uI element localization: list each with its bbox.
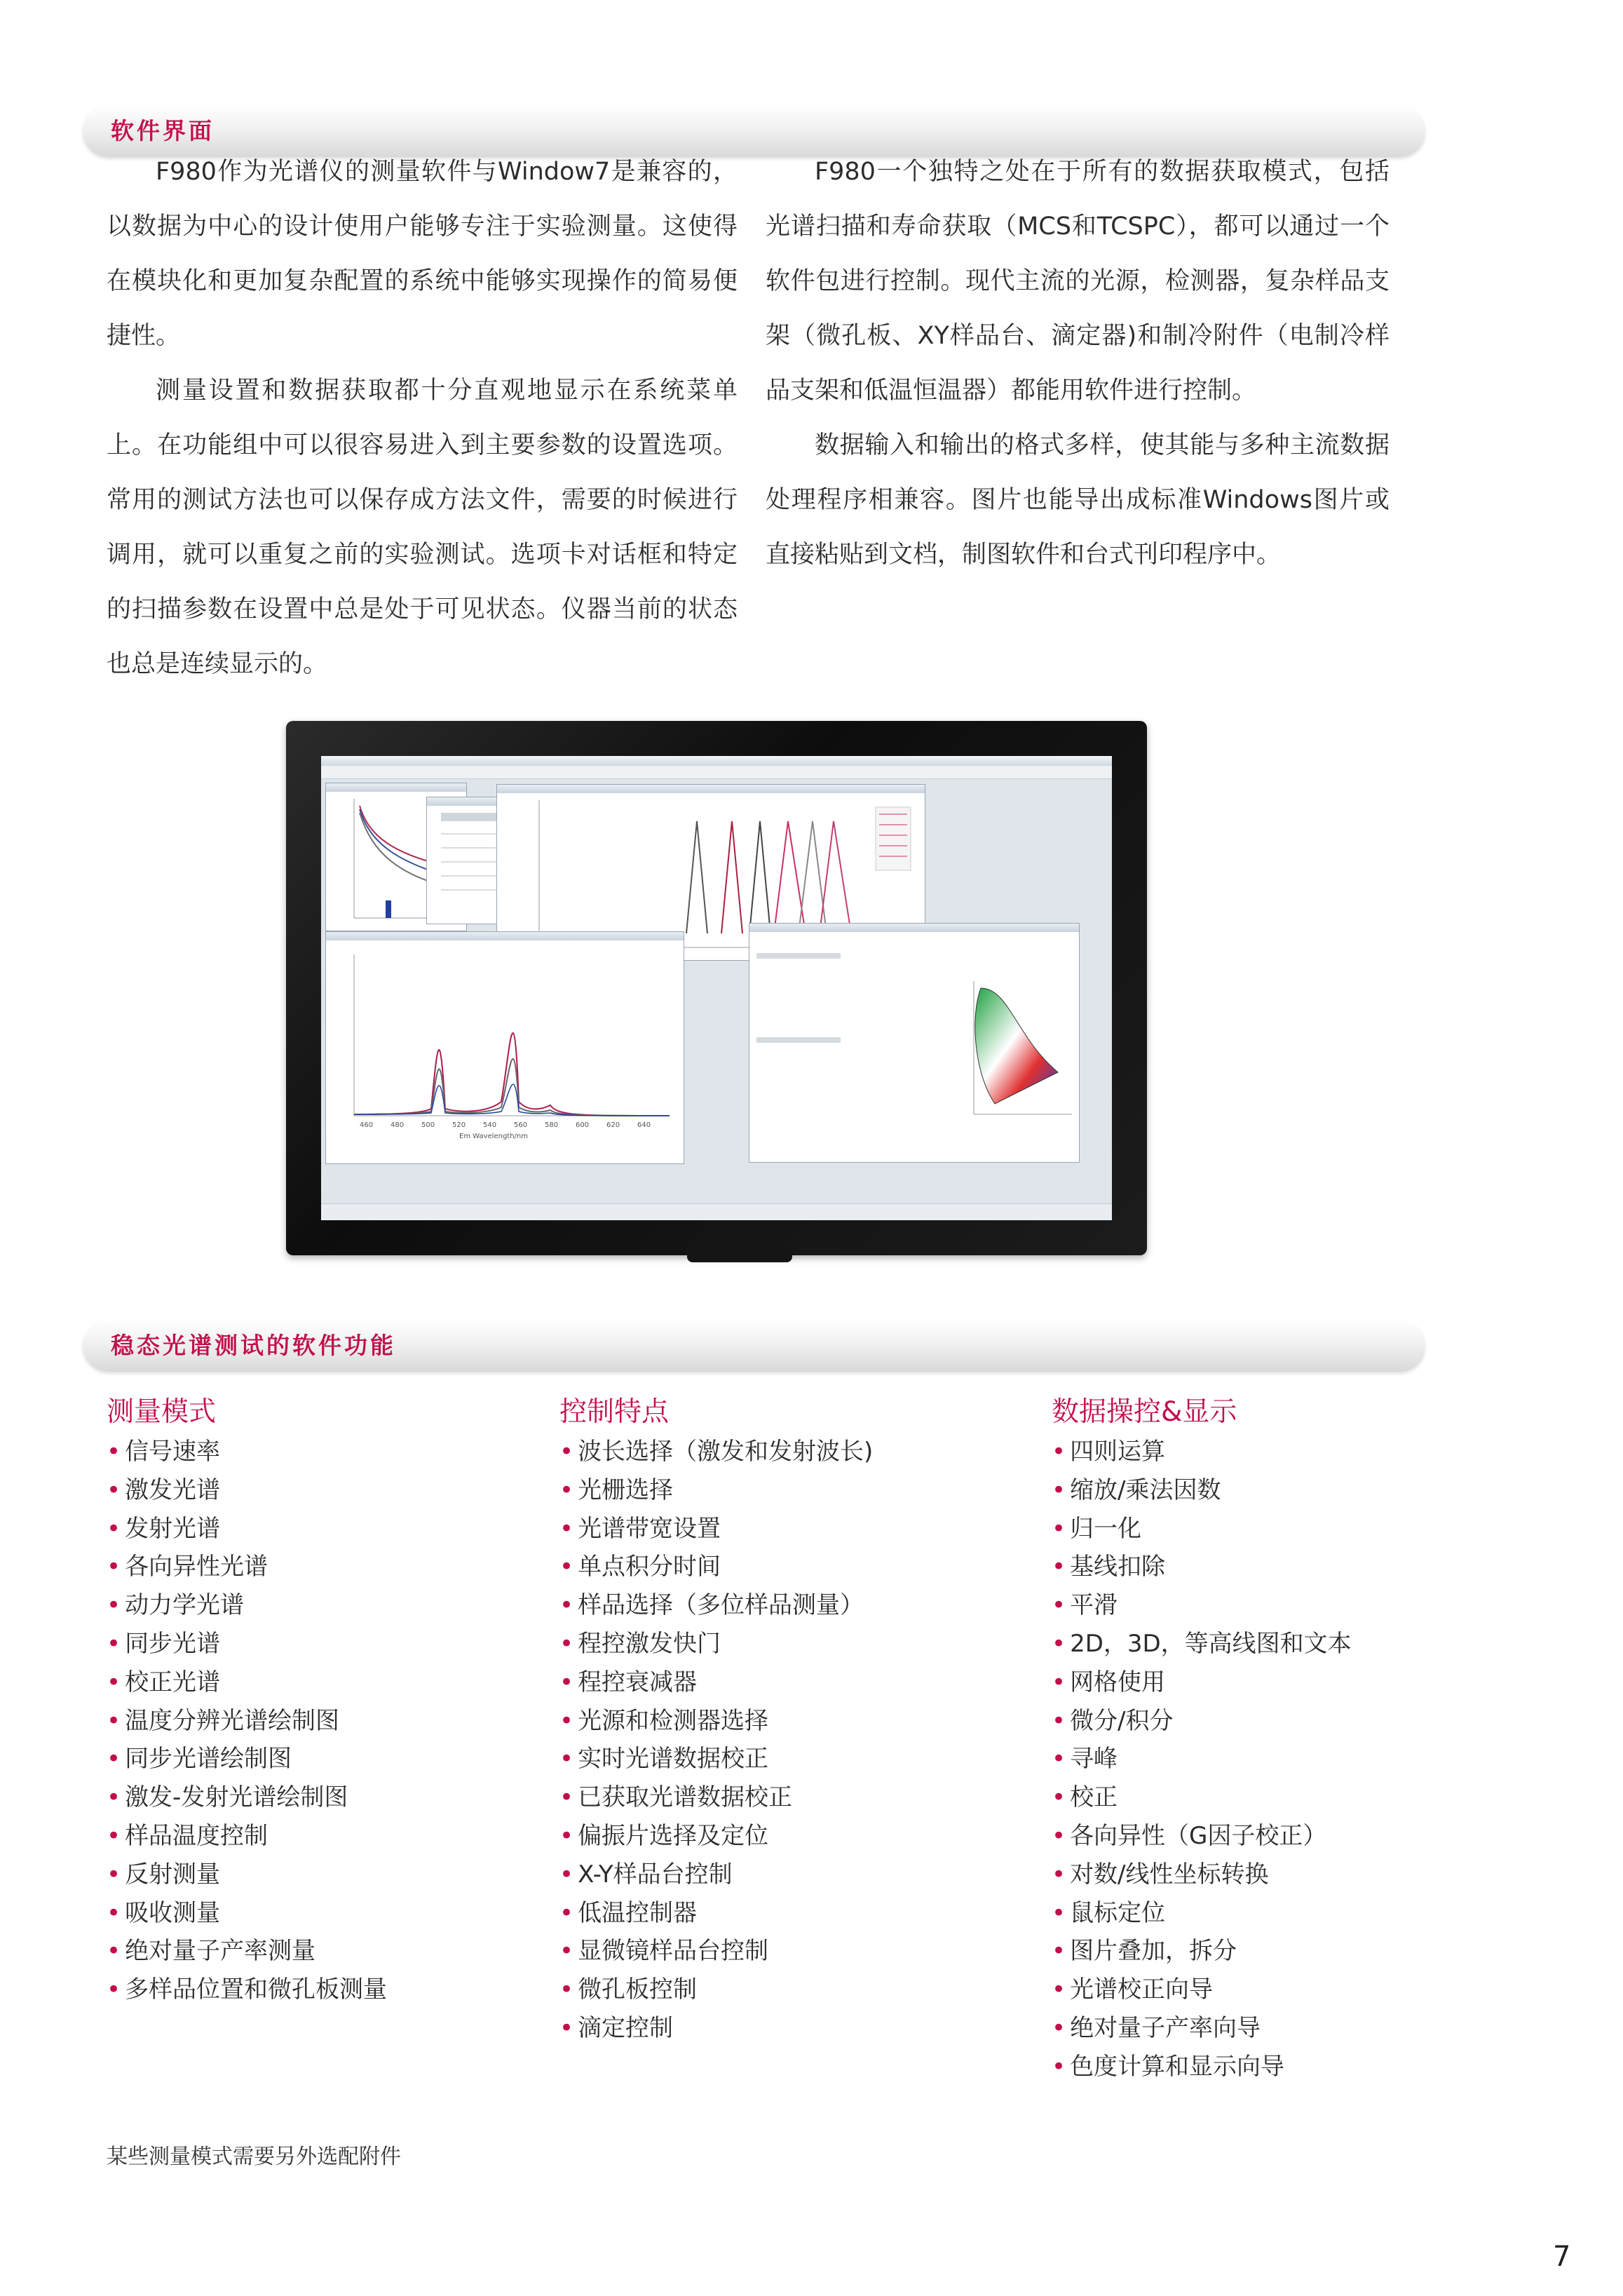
bullet-icon: • bbox=[1052, 1898, 1066, 1927]
feature-label: 低温控制器 bbox=[578, 1898, 698, 1927]
list-item bbox=[1052, 1663, 1352, 1702]
list-item bbox=[559, 2009, 873, 2048]
feature-label: 绝对量子产率测量 bbox=[125, 1937, 316, 1966]
list-item bbox=[107, 1471, 387, 1510]
feature-label: 绝对量子产率向导 bbox=[1070, 2013, 1261, 2042]
bullet-icon: • bbox=[1052, 1745, 1066, 1774]
list-item bbox=[559, 1894, 873, 1933]
list-item bbox=[1052, 1932, 1352, 1971]
list-item bbox=[107, 1548, 387, 1586]
feature-label: 反射测量 bbox=[125, 1860, 221, 1889]
app-status-bar bbox=[321, 1203, 1112, 1220]
feature-label: 平滑 bbox=[1070, 1591, 1118, 1620]
chart-tick-label: 580 bbox=[545, 1121, 559, 1129]
bullet-icon: • bbox=[1052, 1706, 1066, 1735]
bullet-icon: • bbox=[107, 1937, 121, 1966]
feature-label: 显微镜样品台控制 bbox=[578, 1937, 769, 1966]
feature-label: 各向异性光谱 bbox=[125, 1553, 269, 1581]
bullet-icon: • bbox=[107, 1668, 121, 1696]
list-item bbox=[107, 1625, 387, 1663]
list-item bbox=[107, 1894, 387, 1933]
bullet-icon: • bbox=[1052, 1591, 1066, 1620]
feature-label: 激发-发射光谱绘制图 bbox=[125, 1783, 348, 1812]
bullet-icon: • bbox=[559, 1783, 574, 1812]
feature-label: 动力学光谱 bbox=[125, 1591, 245, 1620]
list-item bbox=[1052, 1778, 1352, 1817]
feature-label: 对数/线性坐标转换 bbox=[1070, 1860, 1269, 1889]
feature-label: 光源和检测器选择 bbox=[578, 1706, 769, 1735]
bullet-icon: • bbox=[559, 1591, 574, 1620]
bullet-icon: • bbox=[559, 1475, 574, 1504]
list-item bbox=[559, 1586, 873, 1625]
list-item bbox=[107, 1740, 387, 1778]
app-toolbar bbox=[321, 766, 1112, 779]
feature-label: 归一化 bbox=[1070, 1514, 1142, 1543]
bullet-icon: • bbox=[1052, 1783, 1066, 1812]
bullet-icon: • bbox=[107, 1821, 121, 1850]
feature-label: 微分/积分 bbox=[1070, 1706, 1174, 1735]
list-item bbox=[107, 1663, 387, 1702]
list-item bbox=[1052, 1433, 1352, 1471]
chart-tick-label: 640 bbox=[637, 1121, 651, 1129]
intro-right-column bbox=[766, 144, 1390, 582]
bullet-icon: • bbox=[559, 1745, 574, 1774]
list-item bbox=[559, 1971, 873, 2009]
bullet-icon: • bbox=[1052, 1668, 1066, 1696]
list-item bbox=[559, 1471, 873, 1510]
feature-label: 色度计算和显示向导 bbox=[1070, 2052, 1285, 2081]
bullet-icon: • bbox=[559, 1898, 574, 1927]
list-item bbox=[1052, 1586, 1352, 1625]
page-number: 7 bbox=[1553, 2241, 1571, 2273]
feature-label: 多样品位置和微孔板测量 bbox=[125, 1976, 388, 2004]
bullet-icon: • bbox=[107, 1706, 121, 1735]
bullet-icon: • bbox=[1052, 1821, 1066, 1850]
bullet-icon: • bbox=[1052, 1629, 1066, 1658]
paragraph: F980作为光谱仪的测量软件与Window7是兼容的，以数据为中心的设计使用户能够专注于实验测量。这使得在模块化和更加复杂配置的系统中能够实现操作的简易便捷性。 bbox=[107, 158, 738, 350]
bullet-icon: • bbox=[107, 1553, 121, 1581]
bullet-icon: • bbox=[107, 1514, 121, 1543]
chart-tick-label: 500 bbox=[421, 1121, 435, 1129]
list-item bbox=[107, 1971, 387, 2009]
feature-label: 程控衰减器 bbox=[578, 1668, 698, 1696]
bullet-icon: • bbox=[559, 1438, 574, 1466]
bullet-icon: • bbox=[1052, 1553, 1066, 1581]
bullet-icon: • bbox=[1052, 1514, 1066, 1543]
feature-label: 光谱校正向导 bbox=[1070, 1976, 1214, 2004]
list-item bbox=[559, 1778, 873, 1817]
list-item bbox=[107, 1778, 387, 1817]
list-item bbox=[1052, 1740, 1352, 1778]
list-item bbox=[107, 1586, 387, 1625]
bullet-icon: • bbox=[559, 1821, 574, 1850]
chart-tick-label: 460 bbox=[360, 1121, 374, 1129]
feature-column-control-features bbox=[559, 1392, 873, 2048]
bullet-icon: • bbox=[559, 1706, 574, 1735]
feature-list bbox=[1052, 1433, 1352, 2086]
bullet-icon: • bbox=[107, 1438, 121, 1466]
list-item bbox=[559, 1663, 873, 1702]
chart-tick-label: 600 bbox=[576, 1121, 590, 1129]
list-item bbox=[559, 1510, 873, 1548]
emission-spectrum-window bbox=[325, 931, 684, 1164]
feature-label: 样品选择（多位样品测量） bbox=[578, 1591, 864, 1620]
feature-label: 校正 bbox=[1070, 1783, 1118, 1812]
bullet-icon: • bbox=[559, 1668, 574, 1696]
feature-label: 图片叠加，拆分 bbox=[1070, 1937, 1237, 1966]
feature-label: 鼠标定位 bbox=[1070, 1898, 1166, 1927]
bullet-icon: • bbox=[107, 1860, 121, 1889]
feature-label: 滴定控制 bbox=[578, 2013, 674, 2042]
footnote: 某些测量模式需要另外选配附件 bbox=[107, 2145, 401, 2169]
feature-column-heading: 控制特点 bbox=[559, 1396, 670, 1428]
feature-label: 发射光谱 bbox=[125, 1514, 221, 1543]
bullet-icon: • bbox=[1052, 1937, 1066, 1966]
chromaticity-window bbox=[749, 923, 1080, 1163]
list-item bbox=[559, 1932, 873, 1971]
feature-column-heading: 数据操控&显示 bbox=[1052, 1396, 1237, 1428]
feature-label: 同步光谱 bbox=[125, 1629, 221, 1658]
emission-plot bbox=[326, 940, 684, 1162]
list-item bbox=[559, 1702, 873, 1741]
list-item bbox=[559, 1625, 873, 1663]
chart-tick-label: 560 bbox=[514, 1121, 528, 1129]
feature-column-heading: 测量模式 bbox=[107, 1396, 217, 1428]
feature-label: 已获取光谱数据校正 bbox=[578, 1783, 793, 1812]
bullet-icon: • bbox=[1052, 1475, 1066, 1504]
bullet-icon: • bbox=[1052, 2052, 1066, 2081]
feature-label: 网格使用 bbox=[1070, 1668, 1166, 1696]
feature-label: 实时光谱数据校正 bbox=[578, 1745, 769, 1774]
bullet-icon: • bbox=[107, 1745, 121, 1774]
feature-column-measurement-modes bbox=[107, 1392, 387, 2009]
list-item bbox=[1052, 1894, 1352, 1933]
bullet-icon: • bbox=[1052, 1860, 1066, 1889]
bullet-icon: • bbox=[559, 1514, 574, 1543]
feature-list bbox=[107, 1433, 387, 2009]
feature-label: 寻峰 bbox=[1070, 1745, 1118, 1774]
bullet-icon: • bbox=[559, 2013, 574, 2042]
list-item bbox=[1052, 1856, 1352, 1894]
list-item bbox=[559, 1817, 873, 1856]
feature-column-data-display bbox=[1052, 1392, 1352, 2086]
bullet-icon: • bbox=[559, 1860, 574, 1889]
feature-label: 温度分辨光谱绘制图 bbox=[125, 1706, 340, 1735]
feature-label: 光谱带宽设置 bbox=[578, 1514, 721, 1543]
bullet-icon: • bbox=[107, 1629, 121, 1658]
bullet-icon: • bbox=[1052, 1976, 1066, 2004]
list-item bbox=[107, 1856, 387, 1894]
feature-label: 吸收测量 bbox=[125, 1898, 221, 1927]
bullet-icon: • bbox=[107, 1475, 121, 1504]
intro-left-column bbox=[107, 144, 738, 691]
paragraph: 测量设置和数据获取都十分直观地显示在系统菜单上。在功能组中可以很容易进入到主要参数的设置选项。常用的测试方法也可以保存成方法文件，需要的时候进行调用，就可以重复之前的实验测试。选项卡对话框和特定的扫描参数在设置中总是处于可见状态。仪器当前的状态也总是连续显示的。 bbox=[107, 377, 738, 678]
list-item bbox=[559, 1433, 873, 1471]
feature-label: 偏振片选择及定位 bbox=[578, 1821, 769, 1850]
monitor-stand bbox=[687, 1248, 792, 1262]
list-item bbox=[107, 1932, 387, 1971]
list-item bbox=[107, 1817, 387, 1856]
feature-label: 各向异性（G因子校正） bbox=[1070, 1821, 1327, 1850]
section-title: 软件界面 bbox=[111, 117, 215, 144]
list-item bbox=[559, 1548, 873, 1586]
section-banner-software-features bbox=[83, 1320, 1425, 1372]
chart-axis-label: Em Wavelength/nm bbox=[459, 1133, 529, 1140]
bullet-icon: • bbox=[559, 1976, 574, 2004]
list-item bbox=[1052, 1510, 1352, 1548]
paragraph: F980一个独特之处在于所有的数据获取模式，包括光谱扫描和寿命获取（MCS和TCSPC），都可以通过一个软件包进行控制。现代主流的光源，检测器，复杂样品支架（微孔板、XY样品台、滴定器)和制冷附件（电制冷样品支架和低温恒温器）都能用软件进行控制。 bbox=[766, 158, 1390, 405]
feature-label: 程控激发快门 bbox=[578, 1629, 721, 1658]
feature-label: 样品温度控制 bbox=[125, 1821, 269, 1850]
feature-label: 同步光谱绘制图 bbox=[125, 1745, 292, 1774]
cie-diagram bbox=[749, 932, 1079, 1161]
list-item bbox=[107, 1433, 387, 1471]
list-item bbox=[107, 1510, 387, 1548]
app-title-bar bbox=[321, 756, 1112, 766]
section-title: 稳态光谱测试的软件功能 bbox=[111, 1332, 396, 1359]
bullet-icon: • bbox=[559, 1937, 574, 1966]
list-item bbox=[1052, 2009, 1352, 2048]
feature-label: 校正光谱 bbox=[125, 1668, 221, 1696]
chart-tick-label: 520 bbox=[452, 1121, 466, 1129]
feature-label: 信号速率 bbox=[125, 1438, 221, 1466]
bullet-icon: • bbox=[1052, 1438, 1066, 1466]
feature-label: 光栅选择 bbox=[578, 1475, 674, 1504]
list-item bbox=[1052, 1817, 1352, 1856]
list-item bbox=[1052, 2048, 1352, 2086]
bullet-icon: • bbox=[559, 1629, 574, 1658]
bullet-icon: • bbox=[1052, 2013, 1066, 2042]
list-item bbox=[559, 1856, 873, 1894]
feature-label: 激发光谱 bbox=[125, 1475, 221, 1504]
feature-label: 微孔板控制 bbox=[578, 1976, 698, 2004]
list-item bbox=[1052, 1702, 1352, 1741]
list-item bbox=[1052, 1971, 1352, 2009]
list-item bbox=[1052, 1625, 1352, 1663]
feature-label: X-Y样品台控制 bbox=[578, 1860, 733, 1889]
list-item bbox=[559, 1740, 873, 1778]
chart-tick-label: 620 bbox=[606, 1121, 620, 1129]
feature-label: 四则运算 bbox=[1070, 1438, 1166, 1466]
chart-tick-label: 480 bbox=[391, 1121, 405, 1129]
feature-label: 2D，3D，等高线图和文本 bbox=[1070, 1629, 1352, 1658]
feature-label: 单点积分时间 bbox=[578, 1553, 721, 1581]
software-screenshot bbox=[321, 756, 1112, 1220]
paragraph: 数据输入和输出的格式多样，使其能与多种主流数据处理程序相兼容。图片也能导出成标准Windows图片或直接粘贴到文档，制图软件和台式刊印程序中。 bbox=[766, 431, 1390, 569]
bullet-icon: • bbox=[107, 1976, 121, 2004]
monitor-photo bbox=[286, 721, 1147, 1255]
bullet-icon: • bbox=[107, 1898, 121, 1927]
list-item bbox=[107, 1702, 387, 1741]
list-item bbox=[1052, 1548, 1352, 1586]
feature-label: 波长选择（激发和发射波长) bbox=[578, 1438, 874, 1466]
feature-label: 缩放/乘法因数 bbox=[1070, 1475, 1221, 1504]
list-item bbox=[1052, 1471, 1352, 1510]
feature-label: 基线扣除 bbox=[1070, 1553, 1166, 1581]
bullet-icon: • bbox=[107, 1591, 121, 1620]
feature-list bbox=[559, 1433, 873, 2048]
chart-tick-label: 540 bbox=[483, 1121, 497, 1129]
bullet-icon: • bbox=[559, 1553, 574, 1581]
bullet-icon: • bbox=[107, 1783, 121, 1812]
